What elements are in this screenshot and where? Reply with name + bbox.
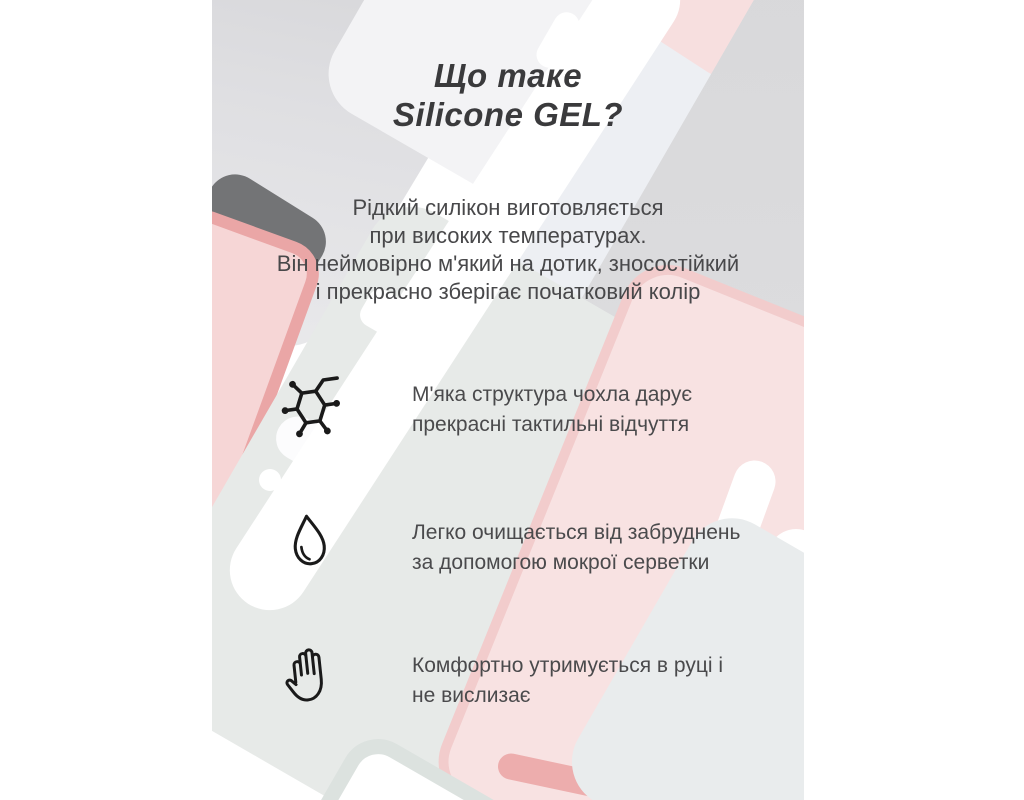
open-hand-icon [282,643,330,705]
feature-line: Легко очищається від забруднень [412,521,741,544]
intro-line: і прекрасно зберігає початковий колір [315,279,701,304]
molecule-icon [279,372,343,444]
feature-line: М'яка структура чохла дарує [412,383,693,406]
feature-line: не вислизає [412,684,531,707]
water-drop-icon [288,512,330,568]
feature-line: Комфортно утримується в руці і [412,654,724,677]
intro-paragraph [212,194,804,306]
feature-text [412,651,723,711]
page-title-line: Що таке [433,57,583,94]
page-title [212,56,804,134]
intro-line: Він неймовірно м'який на дотик, зносостійкий [276,251,740,276]
feature-line: прекрасні тактильні відчуття [412,413,690,436]
page-title-line: Silicone GEL? [392,96,624,133]
intro-line: при високих температурах. [369,223,647,248]
feature-line: за допомогою мокрої серветки [412,551,710,574]
intro-line: Рідкий силікон виготовляється [352,195,664,220]
feature-text [412,518,740,578]
feature-text [412,380,692,440]
